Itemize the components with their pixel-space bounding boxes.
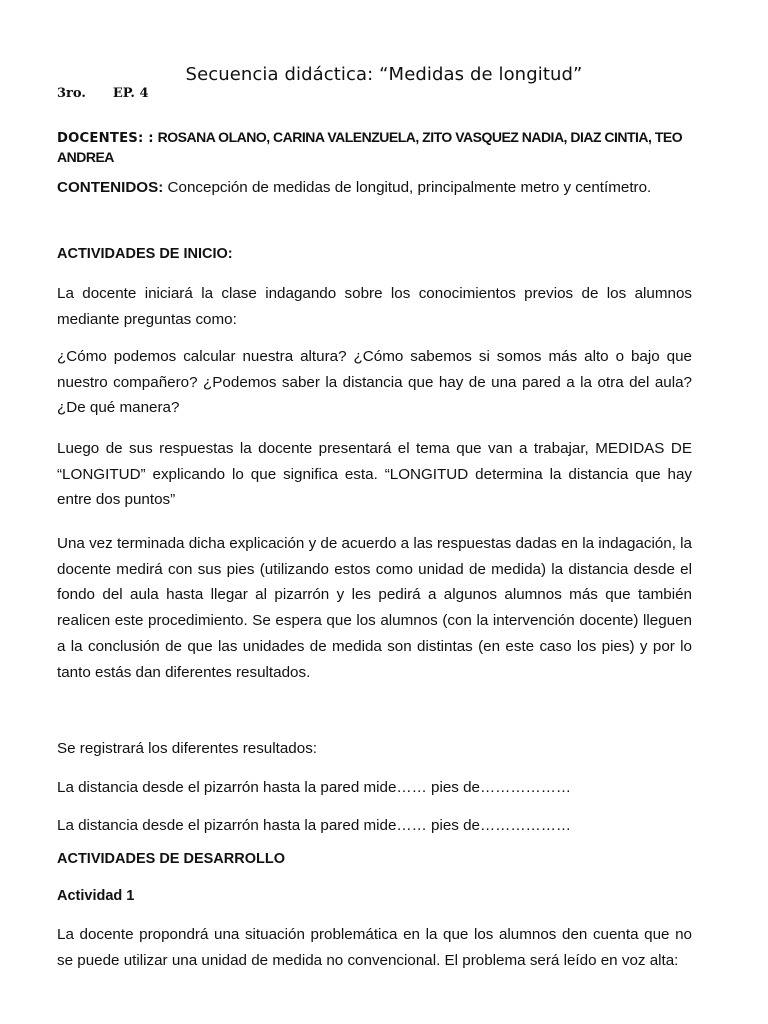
grade-school-line <box>57 86 149 101</box>
contenidos-text: Concepción de medidas de longitud, principalmente metro y centímetro. <box>167 179 652 196</box>
paragraph-intro: La docente iniciará la clase indagando sobre los conocimientos previos de los alumnos mediante preguntas como: <box>57 285 692 328</box>
paragraph-problema: La docente propondrá una situación problemática en la que los alumnos den cuenta que no se puede utilizar una unidad de medida no convencional. El problema será leído en voz alta: <box>57 926 692 969</box>
docentes-paragraph <box>57 128 692 168</box>
actividad-heading: Actividad 1 <box>57 888 135 904</box>
measurement-line-1: La distancia desde el pizarrón hasta la pared mide…… pies de……………… <box>57 779 572 796</box>
paragraph-longitud: Luego de sus respuestas la docente presentará el tema que van a trabajar, MEDIDAS DE “LONGITUD” explicando lo que significa esta. “LONGITUD determina la distancia que hay entre dos puntos” <box>57 440 692 509</box>
docentes-label: DOCENTES: : <box>57 131 154 146</box>
paragraph-questions: ¿Cómo podemos calcular nuestra altura? ¿Cómo sabemos si somos más alto o bajo que nuestro compañero? ¿Podemos saber la distancia que hay de una pared a la otra del aula? ¿De qué manera? <box>57 348 692 417</box>
paragraph-registro: Se registrará los diferentes resultados: <box>57 740 318 757</box>
inicio-heading: ACTIVIDADES DE INICIO: <box>57 246 233 262</box>
contenidos-label: CONTENIDOS: <box>57 179 164 196</box>
contenidos-paragraph <box>57 179 692 197</box>
grade-label: 3ro. <box>57 86 86 101</box>
docentes-names: ROSANA OLANO, CARINA VALENZUELA, ZITO VASQUEZ NADIA, DIAZ CINTIA, TEO ANDREA <box>57 129 683 165</box>
document-title: Secuencia didáctica: “Medidas de longitud” <box>185 64 583 85</box>
measurement-line-2: La distancia desde el pizarrón hasta la pared mide…… pies de……………… <box>57 817 572 834</box>
paragraph-explicacion: Una vez terminada dicha explicación y de acuerdo a las respuestas dadas en la indagación, la docente medirá con sus pies (utilizando estos como unidad de medida) la distancia desde el fondo del aula hasta llegar al pizarrón y les pedirá a algunos alumnos más que también realicen este procedimiento. Se espera que los alumnos (con la intervención docente) lleguen a la conclusión de que las unidades de medida son distintas (en este caso los pies) y por lo tanto estás dan diferentes resultados. <box>57 535 692 681</box>
desarrollo-heading: ACTIVIDADES DE DESARROLLO <box>57 851 285 867</box>
school-label: EP. 4 <box>112 86 149 101</box>
